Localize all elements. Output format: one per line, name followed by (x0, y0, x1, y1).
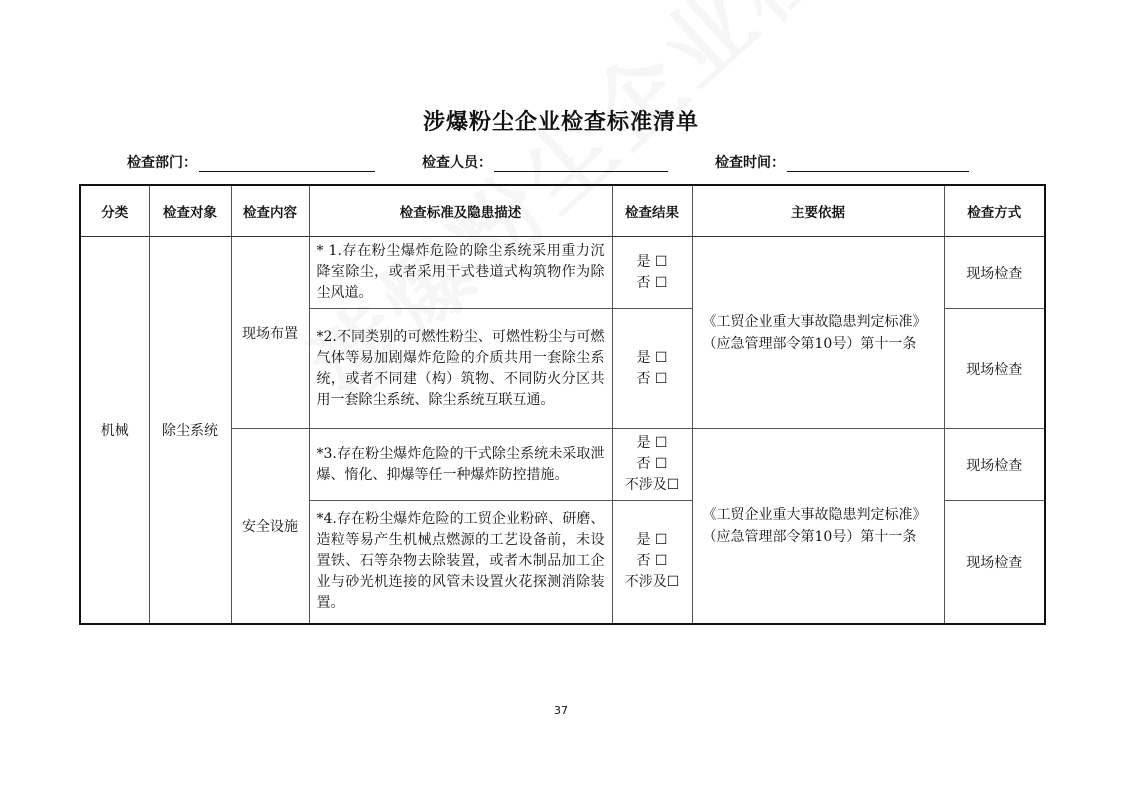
result-option-yes[interactable]: 是 ☐ (636, 349, 668, 366)
method-cell: 现场检查 (944, 501, 1045, 624)
inspector-field (422, 152, 668, 172)
result-option-yes[interactable]: 是 ☐ (636, 253, 668, 270)
content-cell: 现场布置 (231, 237, 309, 429)
header-row (80, 185, 1045, 237)
standard-cell: * 1.存在粉尘爆炸危险的除尘系统采用重力沉降室除尘，或者采用干式巷道式构筑物作为除尘风道。 (309, 237, 612, 309)
object-cell: 除尘系统 (149, 237, 231, 624)
basis-cell: 《工贸企业重大事故隐患判定标准》（应急管理部令第10号）第十一条 (692, 429, 944, 624)
time-blank[interactable] (787, 155, 969, 172)
page-title: 涉爆粉尘企业检查标准清单 (422, 110, 699, 135)
result-option-na[interactable]: 不涉及☐ (624, 477, 680, 493)
result-option-yes[interactable]: 是 ☐ (636, 532, 668, 549)
department-label: 检查部门： (127, 155, 197, 171)
method-cell: 现场检查 (944, 237, 1045, 309)
time-label: 检查时间： (715, 155, 785, 171)
header-fields (127, 152, 987, 174)
inspection-table (79, 184, 1046, 625)
page-number: 37 (554, 704, 568, 717)
standard-cell: *3.存在粉尘爆炸危险的干式除尘系统未采取泄爆、惰化、抑爆等任一种爆炸防控措施。 (309, 429, 612, 501)
basis-cell: 《工贸企业重大事故隐患判定标准》（应急管理部令第10号）第十一条 (692, 237, 944, 429)
department-blank[interactable] (199, 155, 375, 172)
result-option-no[interactable]: 否 ☐ (636, 553, 668, 570)
result-cell (612, 429, 692, 501)
method-cell: 现场检查 (944, 429, 1045, 501)
header-basis: 主要依据 (692, 185, 944, 237)
result-option-na[interactable]: 不涉及☐ (624, 574, 680, 591)
time-field (715, 152, 969, 172)
content-cell: 安全设施 (231, 429, 309, 624)
result-cell (612, 501, 692, 624)
header-standard: 检查标准及隐患描述 (309, 185, 612, 237)
table-row (80, 237, 1045, 309)
header-category: 分类 (80, 185, 149, 237)
inspector-label: 检查人员： (422, 155, 492, 171)
result-option-no[interactable]: 否 ☐ (636, 274, 668, 291)
header-method: 检查方式 (944, 185, 1045, 237)
department-field (127, 152, 375, 172)
standard-cell: *4.存在粉尘爆炸危险的工贸企业粉碎、研磨、造粒等易产生机械点燃源的工艺设备前，未设置铁、石等杂物去除装置，或者木制品加工企业与砂光机连接的风管未设置火花探测消除装置。 (309, 501, 612, 624)
category-cell: 机械 (80, 237, 149, 624)
method-cell: 现场检查 (944, 309, 1045, 429)
standard-cell: *2.不同类别的可燃性粉尘、可燃性粉尘与可燃气体等易加剧爆炸危险的介质共用一套除尘系统，或者不同建（构）筑物、不同防火分区共用一套除尘系统、除尘系统互联互通。 (309, 309, 612, 429)
result-cell (612, 237, 692, 309)
result-option-yes[interactable]: 是 ☐ (636, 435, 668, 451)
result-cell (612, 309, 692, 429)
header-object: 检查对象 (149, 185, 231, 237)
header-result: 检查结果 (612, 185, 692, 237)
header-content: 检查内容 (231, 185, 309, 237)
result-option-no[interactable]: 否 ☐ (636, 456, 668, 472)
result-option-no[interactable]: 否 ☐ (636, 370, 668, 387)
inspector-blank[interactable] (494, 155, 668, 172)
